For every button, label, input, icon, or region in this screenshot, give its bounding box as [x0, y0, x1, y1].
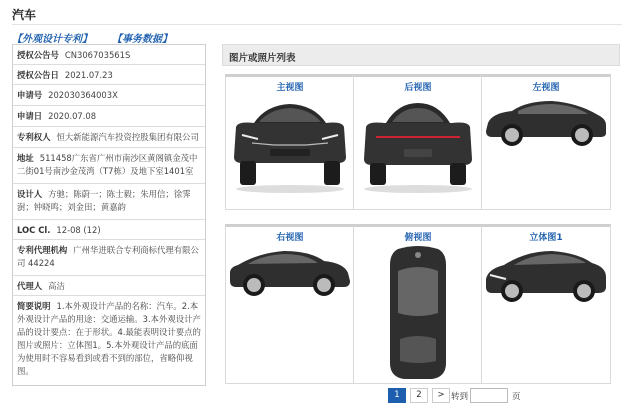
info-row-grant-pub-no — [13, 45, 205, 65]
page-button-1[interactable]: 1 — [388, 388, 406, 403]
agent-label: 代理人 — [17, 281, 43, 291]
left-view-label: 左视图 — [532, 83, 560, 93]
right-view-image — [226, 243, 354, 373]
grant-pub-date-value: 2021.07.23 — [64, 70, 113, 80]
designer-value: 方驰；陈蔚一；陈士毅；朱用信；徐霁澍；钟晓鸣；刘金田；黄嘉韵 — [17, 189, 191, 212]
page-button-2[interactable]: 2 — [410, 388, 428, 403]
top-view-label: 俯视图 — [404, 233, 432, 243]
rear-view-image — [354, 93, 482, 203]
designer-label: 设计人 — [17, 189, 43, 199]
rear-view-label: 后视图 — [404, 83, 432, 93]
image-card-right[interactable] — [225, 224, 355, 384]
goto-page-input[interactable] — [470, 388, 508, 403]
app-date-label: 申请日 — [17, 111, 43, 121]
info-row-address — [13, 148, 205, 184]
agent-value: 高洁 — [48, 281, 65, 291]
info-row-grant-pub-date — [13, 65, 205, 85]
goto-label: 转到 — [451, 392, 469, 402]
front-view-label: 主视图 — [276, 83, 304, 93]
right-view-label: 右视图 — [276, 233, 304, 243]
image-card-left[interactable] — [481, 74, 611, 210]
design-patent-link[interactable]: 【外观设计专利】 — [12, 34, 92, 45]
info-row-app-no — [13, 85, 205, 106]
image-card-front[interactable] — [225, 74, 355, 210]
next-page-button[interactable]: > — [432, 388, 450, 403]
perspective-view-1-image — [482, 243, 610, 373]
app-date-value: 2020.07.08 — [48, 111, 97, 121]
goto-unit: 页 — [512, 392, 521, 402]
info-row-agency — [13, 240, 205, 276]
top-view-image — [354, 243, 482, 383]
brief-value: 1.本外观设计产品的名称：汽车。2.本外观设计产品的用途：交通运输。3.本外观设计产品的设计要点：在于形状。4.最能表明设计要点的图片或照片：立体图1。5.本外观设计产品的底面为使用时不容易看到或看不到的部位，省略仰视图。 — [17, 301, 201, 376]
image-card-top[interactable] — [353, 224, 483, 384]
info-row-patentee — [13, 127, 205, 148]
info-row-designer — [13, 184, 205, 220]
image-card-rear[interactable] — [353, 74, 483, 210]
image-card-perspective-1[interactable] — [481, 224, 611, 384]
app-no-value: 202030364003X — [48, 90, 118, 100]
agency-label: 专利代理机构 — [17, 245, 68, 255]
loc-label: LOC Cl. — [17, 225, 51, 235]
image-list-header: 图片或照片列表 — [222, 44, 620, 66]
info-row-agent — [13, 276, 205, 296]
left-view-image — [482, 93, 610, 203]
info-row-loc — [13, 220, 205, 240]
address-value: 511458广东省广州市南沙区黄阁镇金茂中二街01号南沙金茂湾（T7栋）及地下室1401室 — [17, 153, 198, 176]
loc-value: 12-08 (12) — [56, 225, 101, 235]
grant-pub-no-label: 授权公告号 — [17, 50, 59, 60]
info-row-app-date — [13, 106, 205, 127]
title-divider — [12, 24, 622, 25]
front-view-image — [226, 93, 354, 203]
patent-info-table — [12, 44, 206, 386]
grant-pub-no-value: CN306703561S — [64, 50, 131, 60]
patentee-label: 专利权人 — [17, 132, 51, 142]
agency-value: 广州华进联合专利商标代理有限公司 44224 — [17, 245, 199, 268]
affairs-data-link[interactable]: 【事务数据】 — [112, 34, 172, 45]
grant-pub-date-label: 授权公告日 — [17, 70, 59, 80]
info-row-brief — [13, 296, 205, 386]
perspective-view-1-label: 立体图1 — [529, 233, 563, 243]
patentee-value: 恒大新能源汽车投资控股集团有限公司 — [56, 132, 199, 142]
page-title: 汽车 — [12, 8, 37, 22]
brief-label: 简要说明 — [17, 301, 51, 311]
app-no-label: 申请号 — [17, 90, 43, 100]
address-label: 地址 — [17, 153, 34, 163]
